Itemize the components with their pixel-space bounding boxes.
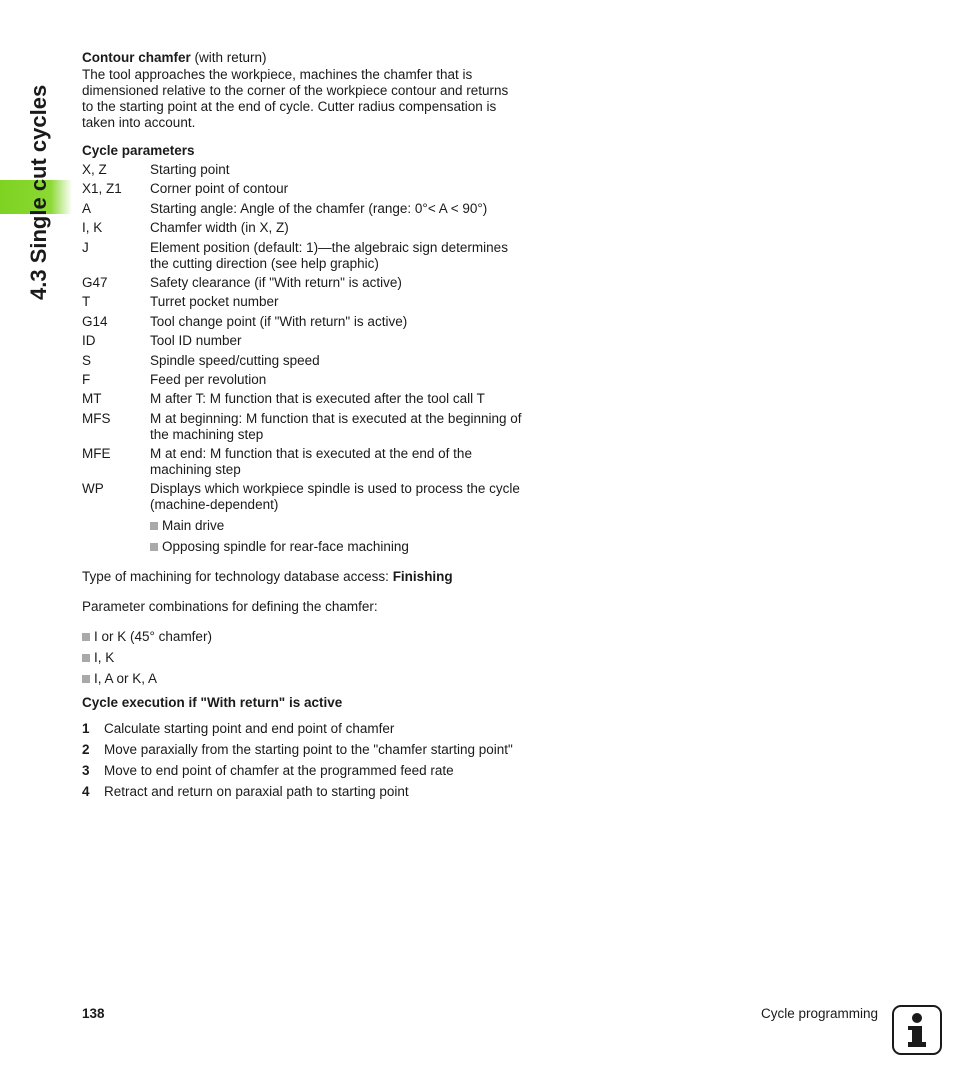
square-bullet-icon — [150, 522, 158, 530]
machining-type-label: Type of machining for technology database access: — [82, 569, 393, 585]
parameter-desc: Safety clearance (if "With return" is active) — [150, 274, 402, 290]
main-content — [82, 50, 522, 805]
parameter-desc: Spindle speed/cutting speed — [150, 352, 320, 368]
parameter-row — [82, 181, 522, 197]
parameter-key: I, K — [82, 220, 103, 236]
execution-heading: Cycle execution if "With return" is active — [82, 694, 343, 710]
list-item — [82, 650, 522, 666]
list-item-text: I or K (45° chamfer) — [94, 629, 212, 645]
parameter-row — [82, 294, 522, 310]
step-text: Move paraxially from the starting point to the "chamfer starting point" — [104, 741, 513, 757]
step-number: 2 — [82, 741, 90, 757]
list-item — [82, 671, 522, 687]
chapter-label: Cycle programming — [761, 1006, 879, 1021]
parameter-desc: M at beginning: M function that is executed at the beginning of the machining step — [150, 410, 522, 442]
info-glyph — [894, 1007, 940, 1053]
info-icon — [892, 1005, 942, 1055]
combinations-label: Parameter combinations for defining the chamfer: — [82, 599, 378, 615]
square-bullet-icon — [82, 633, 90, 641]
parameter-key: MT — [82, 391, 102, 407]
parameter-desc: M after T: M function that is executed after the tool call T — [150, 391, 485, 407]
parameter-row — [82, 372, 522, 388]
intro-title: Contour chamfer — [82, 50, 191, 65]
step-row — [82, 763, 522, 779]
step-text: Retract and return on paraxial path to starting point — [104, 783, 409, 799]
list-item-text: I, K — [94, 650, 115, 666]
list-item — [150, 518, 522, 534]
parameter-desc: Turret pocket number — [150, 294, 279, 310]
square-bullet-icon — [82, 654, 90, 662]
parameter-desc: Displays which workpiece spindle is used to process the cycle (machine-dependent) — [150, 481, 520, 513]
parameter-key: MFS — [82, 410, 111, 426]
parameter-list — [82, 162, 522, 513]
step-number: 1 — [82, 720, 90, 736]
parameter-row — [82, 240, 522, 272]
square-bullet-icon — [82, 675, 90, 683]
section-title: 4.3 Single cut cycles — [26, 84, 51, 300]
parameter-row — [82, 314, 522, 330]
parameter-key: J — [82, 239, 89, 255]
parameter-key: A — [82, 200, 92, 216]
combinations-list — [82, 629, 522, 686]
intro-title-line — [82, 50, 522, 66]
parameter-desc: Corner point of contour — [150, 181, 289, 197]
machining-type-value: Finishing — [392, 569, 453, 585]
parameter-key: F — [82, 371, 91, 387]
parameter-desc: Starting point — [150, 162, 230, 177]
parameter-desc: M at end: M function that is executed at the end of the machining step — [150, 446, 472, 478]
parameter-row — [82, 353, 522, 369]
parameter-row — [82, 333, 522, 349]
parameter-desc: Element position (default: 1)—the algebraic sign determines the cutting direction (see help graphic) — [150, 239, 508, 271]
step-row — [82, 742, 522, 758]
step-row — [82, 721, 522, 737]
parameter-row — [82, 446, 522, 478]
execution-steps — [82, 721, 522, 800]
parameter-key: X1, Z1 — [82, 181, 122, 197]
list-item-text: Main drive — [162, 518, 225, 534]
intro-title-suffix: (with return) — [190, 50, 267, 65]
list-item — [82, 629, 522, 645]
parameter-row — [82, 411, 522, 443]
step-text: Move to end point of chamfer at the programmed feed rate — [104, 762, 454, 778]
parameter-key: X, Z — [82, 162, 107, 177]
parameter-key: MFE — [82, 446, 111, 462]
step-number: 3 — [82, 762, 90, 778]
step-row — [82, 784, 522, 800]
parameter-key: S — [82, 352, 92, 368]
parameter-key: G14 — [82, 313, 108, 329]
parameter-row — [82, 481, 522, 513]
parameter-key: ID — [82, 333, 96, 349]
page-number: 138 — [82, 1006, 105, 1021]
parameter-row — [82, 275, 522, 291]
parameter-row — [82, 391, 522, 407]
wp-options — [150, 518, 522, 555]
step-number: 4 — [82, 783, 90, 799]
parameter-key: T — [82, 294, 91, 310]
cycle-parameters-heading: Cycle parameters — [82, 143, 195, 158]
parameter-desc: Starting angle: Angle of the chamfer (range: 0°< A < 90°) — [150, 200, 488, 216]
parameter-row — [82, 220, 522, 236]
list-item — [150, 539, 522, 555]
parameter-desc: Feed per revolution — [150, 371, 267, 387]
list-item-text: Opposing spindle for rear-face machining — [162, 539, 409, 555]
parameter-desc: Tool change point (if "With return" is active) — [150, 313, 408, 329]
square-bullet-icon — [150, 543, 158, 551]
parameter-key: G47 — [82, 274, 108, 290]
list-item-text: I, A or K, A — [94, 670, 158, 686]
step-text: Calculate starting point and end point of chamfer — [104, 720, 395, 736]
parameter-desc: Chamfer width (in X, Z) — [150, 220, 289, 236]
machining-type — [82, 569, 522, 585]
parameter-row — [82, 201, 522, 217]
parameter-row — [82, 162, 522, 178]
parameter-desc: Tool ID number — [150, 333, 242, 349]
parameter-key: WP — [82, 481, 104, 497]
intro-description: The tool approaches the workpiece, machines the chamfer that is dimensioned relative to the corner of the workpiece contour and returns to the starting point at the end of cycle. Cutter radius compensation is taken into account. — [82, 67, 509, 130]
